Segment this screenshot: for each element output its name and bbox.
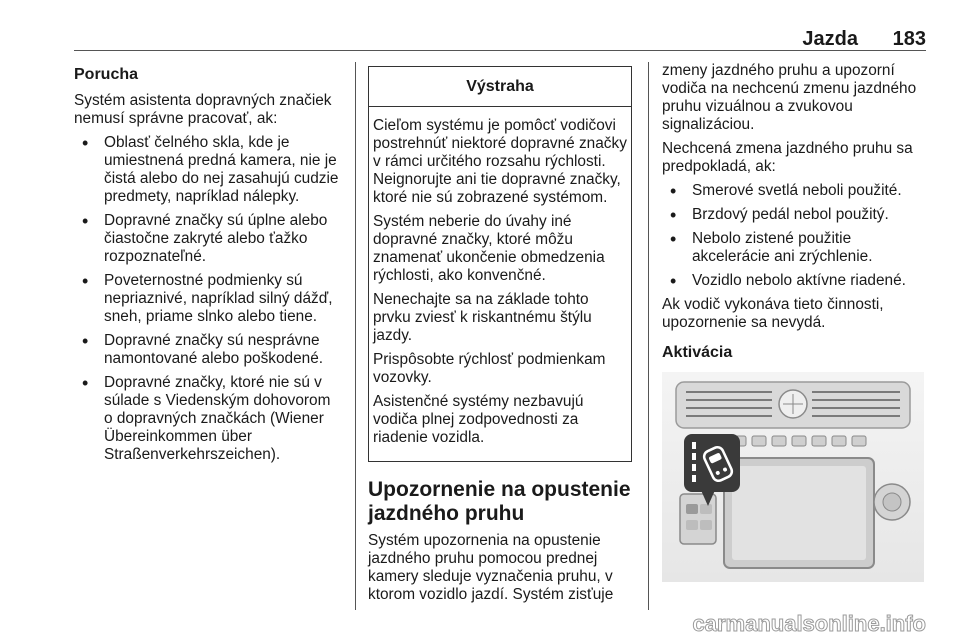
section-text: Systém upozornenia na opustenie jazdného pruhu pomocou prednej kamery sleduje vyznačenia pruhu, v ktorom vozidlo jazdí. Systém zisťuje: [368, 532, 614, 603]
list-item: • Dopravné značky sú nesprávne namontované alebo poškodené.: [74, 332, 342, 368]
list-item: • Dopravné značky, ktoré nie sú v súlade s Viedenským dohovorom o dopravných značkách (Wiener Übereinkommen über Straßenverkehrszeichen).: [74, 374, 342, 464]
column-divider-2: [648, 62, 649, 610]
list-item: • Vozidlo nebolo aktívne riadené.: [662, 272, 928, 290]
closing-text: Ak vodič vykonáva tieto činnosti, upozornenie sa nevydá.: [662, 296, 884, 331]
warning-paragraph: Asistenčné systémy nezbavujú vodiča plnej zodpovednosti za riadenie vozidla.: [373, 393, 584, 446]
list-item: • Nebolo zistené použitie akcelerácie ani zrýchlenie.: [662, 230, 928, 266]
list-item: • Smerové svetlá neboli použité.: [662, 182, 928, 200]
column-middle: [368, 62, 632, 610]
lane-departure-icon: [684, 434, 740, 492]
warning-body: [369, 107, 631, 461]
activation-heading: Aktivácia: [662, 344, 733, 361]
chapter-title: Jazda: [802, 28, 858, 50]
page-header: [74, 28, 926, 52]
warning-paragraph: Systém neberie do úvahy iné dopravné značky, ktoré môžu znamenať ukončenie obmedzenia rýchlosti, ako konvenčné.: [373, 213, 605, 284]
malfunction-heading: Porucha: [74, 66, 139, 83]
warning-paragraph: Cieľom systému je pomôcť vodičovi postrehnúť niektoré dopravné značky v rámci určitého rozsahu rýchlosti. Neignorujte ani tie dopravné značky, ktoré nie sú zobrazené systémom.: [373, 117, 627, 206]
callout-pointer: [700, 488, 716, 506]
continued-text: zmeny jazdného pruhu a upozorní vodiča na nechcenú zmenu jazdného pruhu vizuálnou a zvukovou signalizáciou.: [662, 62, 917, 133]
warning-title: Výstraha: [369, 67, 631, 107]
watermark: [636, 612, 926, 636]
malfunction-list: [74, 134, 342, 464]
warning-box: [368, 66, 632, 462]
list-item: • Poveternostné podmienky sú nepriaznivé, napríklad silný dážď, sneh, priame slnko alebo tiene.: [74, 272, 342, 326]
list-item: • Oblasť čelného skla, kde je umiestnená predná kamera, nie je čistá alebo do nej zasahujú cudzie predmety, napríklad nálepky.: [74, 134, 342, 206]
column-divider-1: [355, 62, 356, 610]
page-number: 183: [892, 28, 926, 50]
watermark-text: carmanualsonline.info: [692, 612, 926, 636]
malfunction-intro: Systém asistenta dopravných značiek nemusí správne pracovať, ak:: [74, 92, 332, 127]
warning-paragraph: Nenechajte sa na základe tohto prvku zviesť k riskantnému štýlu jazdy.: [373, 291, 592, 344]
column-right: [662, 62, 928, 582]
condition-intro: Nechcená zmena jazdného pruhu sa predpokladá, ak:: [662, 140, 913, 175]
dashboard-illustration: [662, 372, 924, 582]
column-left: [74, 62, 342, 470]
section-title: Upozornenie na opustenie jazdného pruhu: [368, 478, 631, 525]
lane-assist-button-callout: [684, 434, 740, 492]
list-item: • Brzdový pedál nebol použitý.: [662, 206, 928, 224]
header-rule: [74, 50, 926, 51]
warning-paragraph: Prispôsobte rýchlosť podmienkam vozovky.: [373, 351, 606, 386]
condition-list: [662, 182, 928, 290]
list-item: • Dopravné značky sú úplne alebo čiastočne zakryté alebo ťažko rozpoznateľné.: [74, 212, 342, 266]
